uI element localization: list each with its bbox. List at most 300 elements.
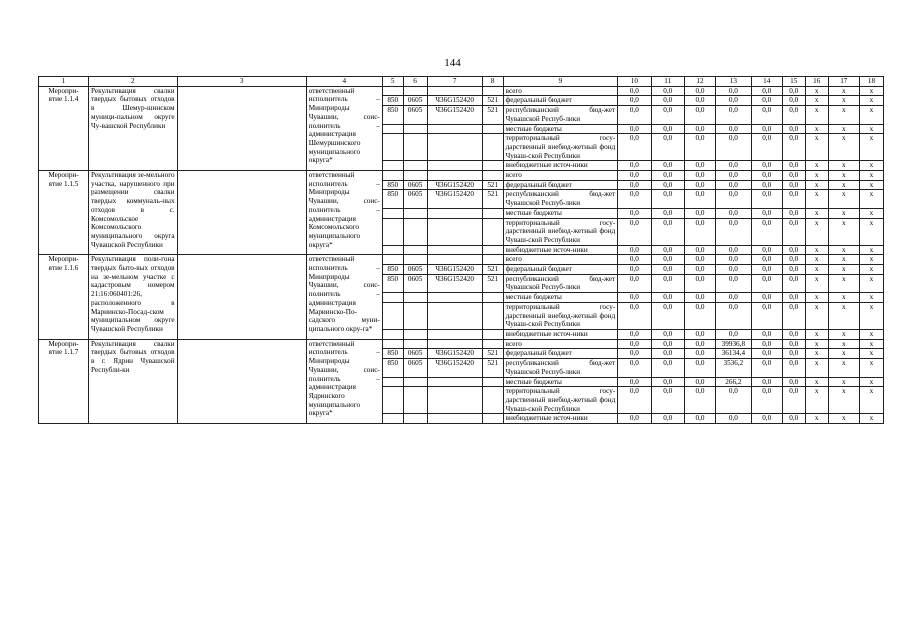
value-cell: x (805, 359, 828, 377)
value-cell: x (805, 302, 828, 329)
column-number-1: 1 (39, 77, 89, 87)
value-cell: 0,0 (751, 302, 782, 329)
funding-source: республиканский бюд-жет Чувашской Респуб-лики (503, 274, 618, 292)
empty-cell (177, 171, 306, 255)
value-cell: x (859, 302, 883, 329)
budget-code-cell (482, 302, 503, 329)
budget-table-wrapper (38, 76, 884, 424)
value-cell: x (805, 339, 828, 349)
budget-code-cell (382, 255, 403, 265)
budget-code-cell: 0605 (403, 274, 427, 292)
funding-source: территориальный госу-дарственный внебюд-жетный фонд Чуваш-ской Республики (503, 387, 618, 414)
value-cell: 0,0 (751, 274, 782, 292)
empty-cell (177, 255, 306, 339)
value-cell: 0,0 (716, 171, 751, 181)
value-cell: 0,0 (716, 134, 751, 161)
table-row (39, 255, 884, 265)
value-cell: x (805, 124, 828, 134)
budget-code-cell (403, 134, 427, 161)
value-cell: 36134,4 (716, 349, 751, 359)
value-cell: 0,0 (716, 255, 751, 265)
measure-label: Меропри- ятие 1.1.7 (39, 339, 89, 423)
budget-code-cell: 0605 (403, 180, 427, 190)
funding-source: местные бюджеты (503, 293, 618, 303)
funding-source: федеральный бюджет (503, 265, 618, 275)
value-cell: 0,0 (716, 190, 751, 208)
value-cell: 0,0 (651, 329, 684, 339)
measure-name: Рекультивация свалки твердых бытовых отходов в г. Ядрин Чувашской Республи-ки (89, 339, 178, 423)
budget-code-cell: 521 (482, 349, 503, 359)
value-cell: x (859, 387, 883, 414)
funding-source: внебюджетные источ-ники (503, 329, 618, 339)
value-cell: 0,0 (618, 414, 651, 424)
value-cell: 0,0 (716, 180, 751, 190)
value-cell: 0,0 (751, 359, 782, 377)
value-cell: 0,0 (651, 134, 684, 161)
value-cell: x (859, 134, 883, 161)
column-number-11: 11 (651, 77, 684, 87)
funding-source: внебюджетные источ-ники (503, 161, 618, 171)
value-cell: 0,0 (782, 218, 805, 245)
value-cell: 0,0 (751, 265, 782, 275)
measure-executor: ответственный исполнитель – Минприроды Чувашии, соис-полнитель – администрация Комсомольского муниципального округа* (306, 171, 382, 255)
value-cell: 0,0 (651, 96, 684, 106)
budget-code-cell: Ч36G152420 (427, 349, 482, 359)
value-cell: 0,0 (684, 339, 715, 349)
value-cell: 0,0 (684, 161, 715, 171)
value-cell: 0,0 (782, 161, 805, 171)
value-cell: 3536,2 (716, 359, 751, 377)
value-cell: 0,0 (618, 171, 651, 181)
value-cell: x (828, 124, 859, 134)
budget-code-cell (403, 255, 427, 265)
value-cell: x (828, 265, 859, 275)
value-cell: 0,0 (782, 124, 805, 134)
value-cell: 0,0 (751, 349, 782, 359)
budget-code-cell (382, 161, 403, 171)
value-cell: x (805, 265, 828, 275)
funding-source: федеральный бюджет (503, 180, 618, 190)
budget-code-cell (403, 377, 427, 387)
funding-source: местные бюджеты (503, 208, 618, 218)
budget-code-cell (482, 329, 503, 339)
value-cell: 0,0 (716, 302, 751, 329)
column-number-12: 12 (684, 77, 715, 87)
value-cell: 0,0 (782, 329, 805, 339)
value-cell: x (859, 96, 883, 106)
value-cell: 0,0 (751, 208, 782, 218)
table-body (39, 77, 884, 424)
value-cell: x (828, 329, 859, 339)
value-cell: 0,0 (618, 134, 651, 161)
value-cell: 0,0 (651, 190, 684, 208)
value-cell: 0,0 (618, 106, 651, 124)
value-cell: x (828, 218, 859, 245)
value-cell: 0,0 (716, 245, 751, 255)
value-cell: 0,0 (618, 96, 651, 106)
value-cell: 0,0 (684, 414, 715, 424)
budget-code-cell (482, 134, 503, 161)
column-number-row (39, 77, 884, 87)
value-cell: x (805, 134, 828, 161)
value-cell: 0,0 (684, 134, 715, 161)
value-cell: x (828, 349, 859, 359)
budget-code-cell (382, 302, 403, 329)
value-cell: 0,0 (618, 161, 651, 171)
value-cell: 0,0 (751, 245, 782, 255)
value-cell: 0,0 (782, 180, 805, 190)
budget-code-cell (482, 293, 503, 303)
budget-code-cell (427, 302, 482, 329)
budget-code-cell: Ч36G152420 (427, 359, 482, 377)
value-cell: 0,0 (782, 414, 805, 424)
value-cell: 0,0 (651, 255, 684, 265)
budget-code-cell (403, 124, 427, 134)
value-cell: 0,0 (684, 329, 715, 339)
value-cell: 0,0 (782, 134, 805, 161)
value-cell: 0,0 (782, 359, 805, 377)
budget-code-cell (382, 124, 403, 134)
value-cell: 0,0 (751, 180, 782, 190)
budget-code-cell (382, 245, 403, 255)
measure-name: Рекультивация зе-мельного участка, нарушенного при размещении свалки твердых коммуналь-ных отходов в с. Комсомольское Комсомольского муниципального округа Чувашской Республики (89, 171, 178, 255)
funding-source: всего (503, 339, 618, 349)
value-cell: 0,0 (618, 218, 651, 245)
value-cell: 0,0 (716, 218, 751, 245)
budget-code-cell: 0605 (403, 96, 427, 106)
budget-code-cell: 521 (482, 274, 503, 292)
table-row (39, 86, 884, 96)
budget-code-cell (382, 377, 403, 387)
value-cell: 0,0 (716, 414, 751, 424)
value-cell: x (828, 208, 859, 218)
budget-code-cell (403, 86, 427, 96)
value-cell: x (859, 171, 883, 181)
funding-source: всего (503, 86, 618, 96)
value-cell: x (859, 86, 883, 96)
budget-code-cell (427, 387, 482, 414)
measure-name: Рекультивация поли-гона твердых быто-вых отходов на зе-мельном участке с кадастровым номером 21:16:060401:26, расположенного в Мариинско-Посад-ском муниципальном округе Чувашской Республики (89, 255, 178, 339)
value-cell: 0,0 (751, 86, 782, 96)
measure-label: Меропри- ятие 1.1.5 (39, 171, 89, 255)
value-cell: x (805, 86, 828, 96)
budget-code-cell: 0605 (403, 106, 427, 124)
column-number-2: 2 (89, 77, 178, 87)
table-row (39, 171, 884, 181)
value-cell: 0,0 (751, 414, 782, 424)
value-cell: 0,0 (651, 218, 684, 245)
budget-code-cell: 521 (482, 180, 503, 190)
column-number-7: 7 (427, 77, 482, 87)
budget-code-cell (427, 339, 482, 349)
budget-code-cell: Ч36G152420 (427, 190, 482, 208)
budget-code-cell (403, 387, 427, 414)
value-cell: x (859, 293, 883, 303)
measure-executor: ответственный исполнитель – Минприроды Чувашии, соис-полнитель – администрация Шемуршинского муниципального округа* (306, 86, 382, 170)
value-cell: 0,0 (684, 96, 715, 106)
value-cell: 0,0 (684, 255, 715, 265)
budget-code-cell (382, 414, 403, 424)
budget-code-cell: 521 (482, 190, 503, 208)
value-cell: 0,0 (684, 208, 715, 218)
value-cell: x (828, 134, 859, 161)
funding-source: территориальный госу-дарственный внебюд-жетный фонд Чуваш-ской Республики (503, 134, 618, 161)
value-cell: 0,0 (618, 190, 651, 208)
budget-code-cell: 521 (482, 106, 503, 124)
value-cell: 0,0 (751, 96, 782, 106)
funding-source: федеральный бюджет (503, 349, 618, 359)
column-number-6: 6 (403, 77, 427, 87)
value-cell: x (828, 86, 859, 96)
value-cell: 0,0 (751, 218, 782, 245)
value-cell: 0,0 (782, 86, 805, 96)
budget-code-cell: 850 (382, 190, 403, 208)
budget-code-cell (427, 171, 482, 181)
value-cell: 0,0 (618, 302, 651, 329)
measure-label: Меропри- ятие 1.1.4 (39, 86, 89, 170)
measure-label: Меропри- ятие 1.1.6 (39, 255, 89, 339)
measure-executor: ответственный исполнитель – Минприроды Чувашии, соис-полнитель – администрация Ядринского муниципального округа* (306, 339, 382, 423)
budget-code-cell: 850 (382, 349, 403, 359)
value-cell: 0,0 (782, 339, 805, 349)
value-cell: 0,0 (684, 86, 715, 96)
budget-code-cell (482, 387, 503, 414)
value-cell: x (859, 190, 883, 208)
value-cell: 0,0 (651, 180, 684, 190)
value-cell: 0,0 (651, 161, 684, 171)
value-cell: 0,0 (782, 208, 805, 218)
value-cell: 0,0 (782, 302, 805, 329)
budget-code-cell (427, 245, 482, 255)
budget-code-cell: 850 (382, 265, 403, 275)
value-cell: 0,0 (751, 171, 782, 181)
budget-code-cell (382, 171, 403, 181)
value-cell: 0,0 (618, 339, 651, 349)
funding-source: республиканский бюд-жет Чувашской Респуб-лики (503, 106, 618, 124)
budget-code-cell (382, 387, 403, 414)
page-number: 144 (444, 57, 461, 69)
value-cell: 0,0 (618, 349, 651, 359)
value-cell: 0,0 (618, 86, 651, 96)
value-cell: 0,0 (751, 134, 782, 161)
value-cell: 0,0 (618, 124, 651, 134)
value-cell: 0,0 (618, 208, 651, 218)
budget-code-cell: Ч36G152420 (427, 106, 482, 124)
value-cell: 0,0 (782, 387, 805, 414)
value-cell: x (859, 349, 883, 359)
value-cell: 0,0 (751, 124, 782, 134)
value-cell: 0,0 (782, 255, 805, 265)
value-cell: x (805, 96, 828, 106)
value-cell: x (828, 414, 859, 424)
value-cell: x (859, 218, 883, 245)
budget-code-cell (427, 208, 482, 218)
budget-code-cell: 521 (482, 96, 503, 106)
value-cell: 0,0 (751, 255, 782, 265)
value-cell: x (828, 377, 859, 387)
budget-code-cell (482, 208, 503, 218)
column-number-14: 14 (751, 77, 782, 87)
budget-code-cell (427, 218, 482, 245)
value-cell: 0,0 (716, 96, 751, 106)
value-cell: 0,0 (684, 274, 715, 292)
budget-code-cell: 521 (482, 359, 503, 377)
budget-code-cell (482, 255, 503, 265)
value-cell: 0,0 (651, 339, 684, 349)
budget-code-cell (382, 329, 403, 339)
value-cell: 0,0 (716, 387, 751, 414)
empty-cell (177, 86, 306, 170)
budget-code-cell (482, 161, 503, 171)
budget-code-cell (403, 171, 427, 181)
value-cell: x (805, 387, 828, 414)
value-cell: 0,0 (651, 293, 684, 303)
budget-code-cell (403, 245, 427, 255)
value-cell: 0,0 (651, 208, 684, 218)
value-cell: 0,0 (618, 265, 651, 275)
value-cell: x (805, 208, 828, 218)
budget-code-cell (403, 414, 427, 424)
budget-code-cell (403, 218, 427, 245)
value-cell: 0,0 (618, 274, 651, 292)
budget-code-cell (482, 377, 503, 387)
value-cell: 0,0 (684, 302, 715, 329)
budget-code-cell (482, 414, 503, 424)
value-cell: 0,0 (782, 171, 805, 181)
column-number-15: 15 (782, 77, 805, 87)
budget-code-cell (427, 377, 482, 387)
budget-code-cell: 0605 (403, 359, 427, 377)
budget-code-cell (482, 339, 503, 349)
budget-code-cell: 850 (382, 96, 403, 106)
value-cell: 0,0 (651, 387, 684, 414)
value-cell: 0,0 (751, 293, 782, 303)
budget-code-cell (382, 134, 403, 161)
value-cell: x (828, 339, 859, 349)
value-cell: 0,0 (684, 349, 715, 359)
value-cell: x (805, 180, 828, 190)
column-number-8: 8 (482, 77, 503, 87)
funding-source: республиканский бюд-жет Чувашской Респуб-лики (503, 359, 618, 377)
budget-code-cell (482, 171, 503, 181)
value-cell: 0,0 (716, 124, 751, 134)
value-cell: 0,0 (618, 359, 651, 377)
value-cell: 0,0 (716, 161, 751, 171)
funding-source: территориальный госу-дарственный внебюд-жетный фонд Чуваш-ской Республики (503, 302, 618, 329)
budget-code-cell (427, 161, 482, 171)
value-cell: 0,0 (782, 245, 805, 255)
value-cell: x (828, 106, 859, 124)
value-cell: x (805, 349, 828, 359)
budget-code-cell: 521 (482, 265, 503, 275)
measure-executor: ответственный исполнитель – Минприроды Чувашии, соис-полнитель – администрация Мариинско-По-садского муни-ципального окру-га* (306, 255, 382, 339)
budget-code-cell (427, 414, 482, 424)
budget-code-cell: 0605 (403, 349, 427, 359)
value-cell: x (805, 190, 828, 208)
value-cell: x (859, 106, 883, 124)
value-cell: x (828, 387, 859, 414)
value-cell: 0,0 (782, 190, 805, 208)
value-cell: 266,2 (716, 377, 751, 387)
value-cell: x (805, 161, 828, 171)
column-number-17: 17 (828, 77, 859, 87)
value-cell: 0,0 (782, 106, 805, 124)
value-cell: 0,0 (651, 245, 684, 255)
value-cell: 0,0 (651, 171, 684, 181)
funding-source: местные бюджеты (503, 377, 618, 387)
value-cell: x (828, 293, 859, 303)
value-cell: x (859, 274, 883, 292)
value-cell: 0,0 (782, 96, 805, 106)
value-cell: 0,0 (684, 124, 715, 134)
funding-source: всего (503, 255, 618, 265)
value-cell: x (805, 414, 828, 424)
budget-code-cell (403, 293, 427, 303)
column-number-16: 16 (805, 77, 828, 87)
value-cell: 0,0 (751, 161, 782, 171)
value-cell: x (828, 274, 859, 292)
value-cell: 0,0 (684, 245, 715, 255)
value-cell: 0,0 (651, 414, 684, 424)
value-cell: 39936,8 (716, 339, 751, 349)
value-cell: x (859, 377, 883, 387)
value-cell: 0,0 (751, 339, 782, 349)
budget-code-cell (427, 86, 482, 96)
value-cell: 0,0 (651, 349, 684, 359)
value-cell: 0,0 (651, 265, 684, 275)
column-number-9: 9 (503, 77, 618, 87)
value-cell: 0,0 (716, 208, 751, 218)
value-cell: 0,0 (684, 293, 715, 303)
value-cell: x (805, 329, 828, 339)
budget-code-cell (403, 161, 427, 171)
funding-source: внебюджетные источ-ники (503, 245, 618, 255)
value-cell: x (828, 171, 859, 181)
budget-code-cell (382, 293, 403, 303)
budget-code-cell (403, 208, 427, 218)
value-cell: 0,0 (716, 86, 751, 96)
value-cell: 0,0 (651, 124, 684, 134)
budget-code-cell: Ч36G152420 (427, 96, 482, 106)
value-cell: x (859, 161, 883, 171)
value-cell: x (859, 329, 883, 339)
value-cell: x (805, 377, 828, 387)
value-cell: x (828, 96, 859, 106)
value-cell: 0,0 (651, 302, 684, 329)
budget-code-cell (427, 329, 482, 339)
budget-code-cell: 850 (382, 180, 403, 190)
funding-source: внебюджетные источ-ники (503, 414, 618, 424)
budget-code-cell: 850 (382, 274, 403, 292)
column-number-5: 5 (382, 77, 403, 87)
budget-code-cell (482, 218, 503, 245)
value-cell: 0,0 (716, 274, 751, 292)
value-cell: 0,0 (751, 387, 782, 414)
budget-code-cell: Ч36G152420 (427, 274, 482, 292)
budget-code-cell (482, 245, 503, 255)
value-cell: x (859, 245, 883, 255)
value-cell: 0,0 (716, 293, 751, 303)
value-cell: x (828, 190, 859, 208)
value-cell: x (805, 171, 828, 181)
value-cell: 0,0 (651, 106, 684, 124)
budget-code-cell: Ч36G152420 (427, 265, 482, 275)
budget-code-cell (403, 339, 427, 349)
value-cell: x (828, 302, 859, 329)
value-cell: x (805, 218, 828, 245)
value-cell: x (859, 255, 883, 265)
funding-source: республиканский бюд-жет Чувашской Респуб-лики (503, 190, 618, 208)
